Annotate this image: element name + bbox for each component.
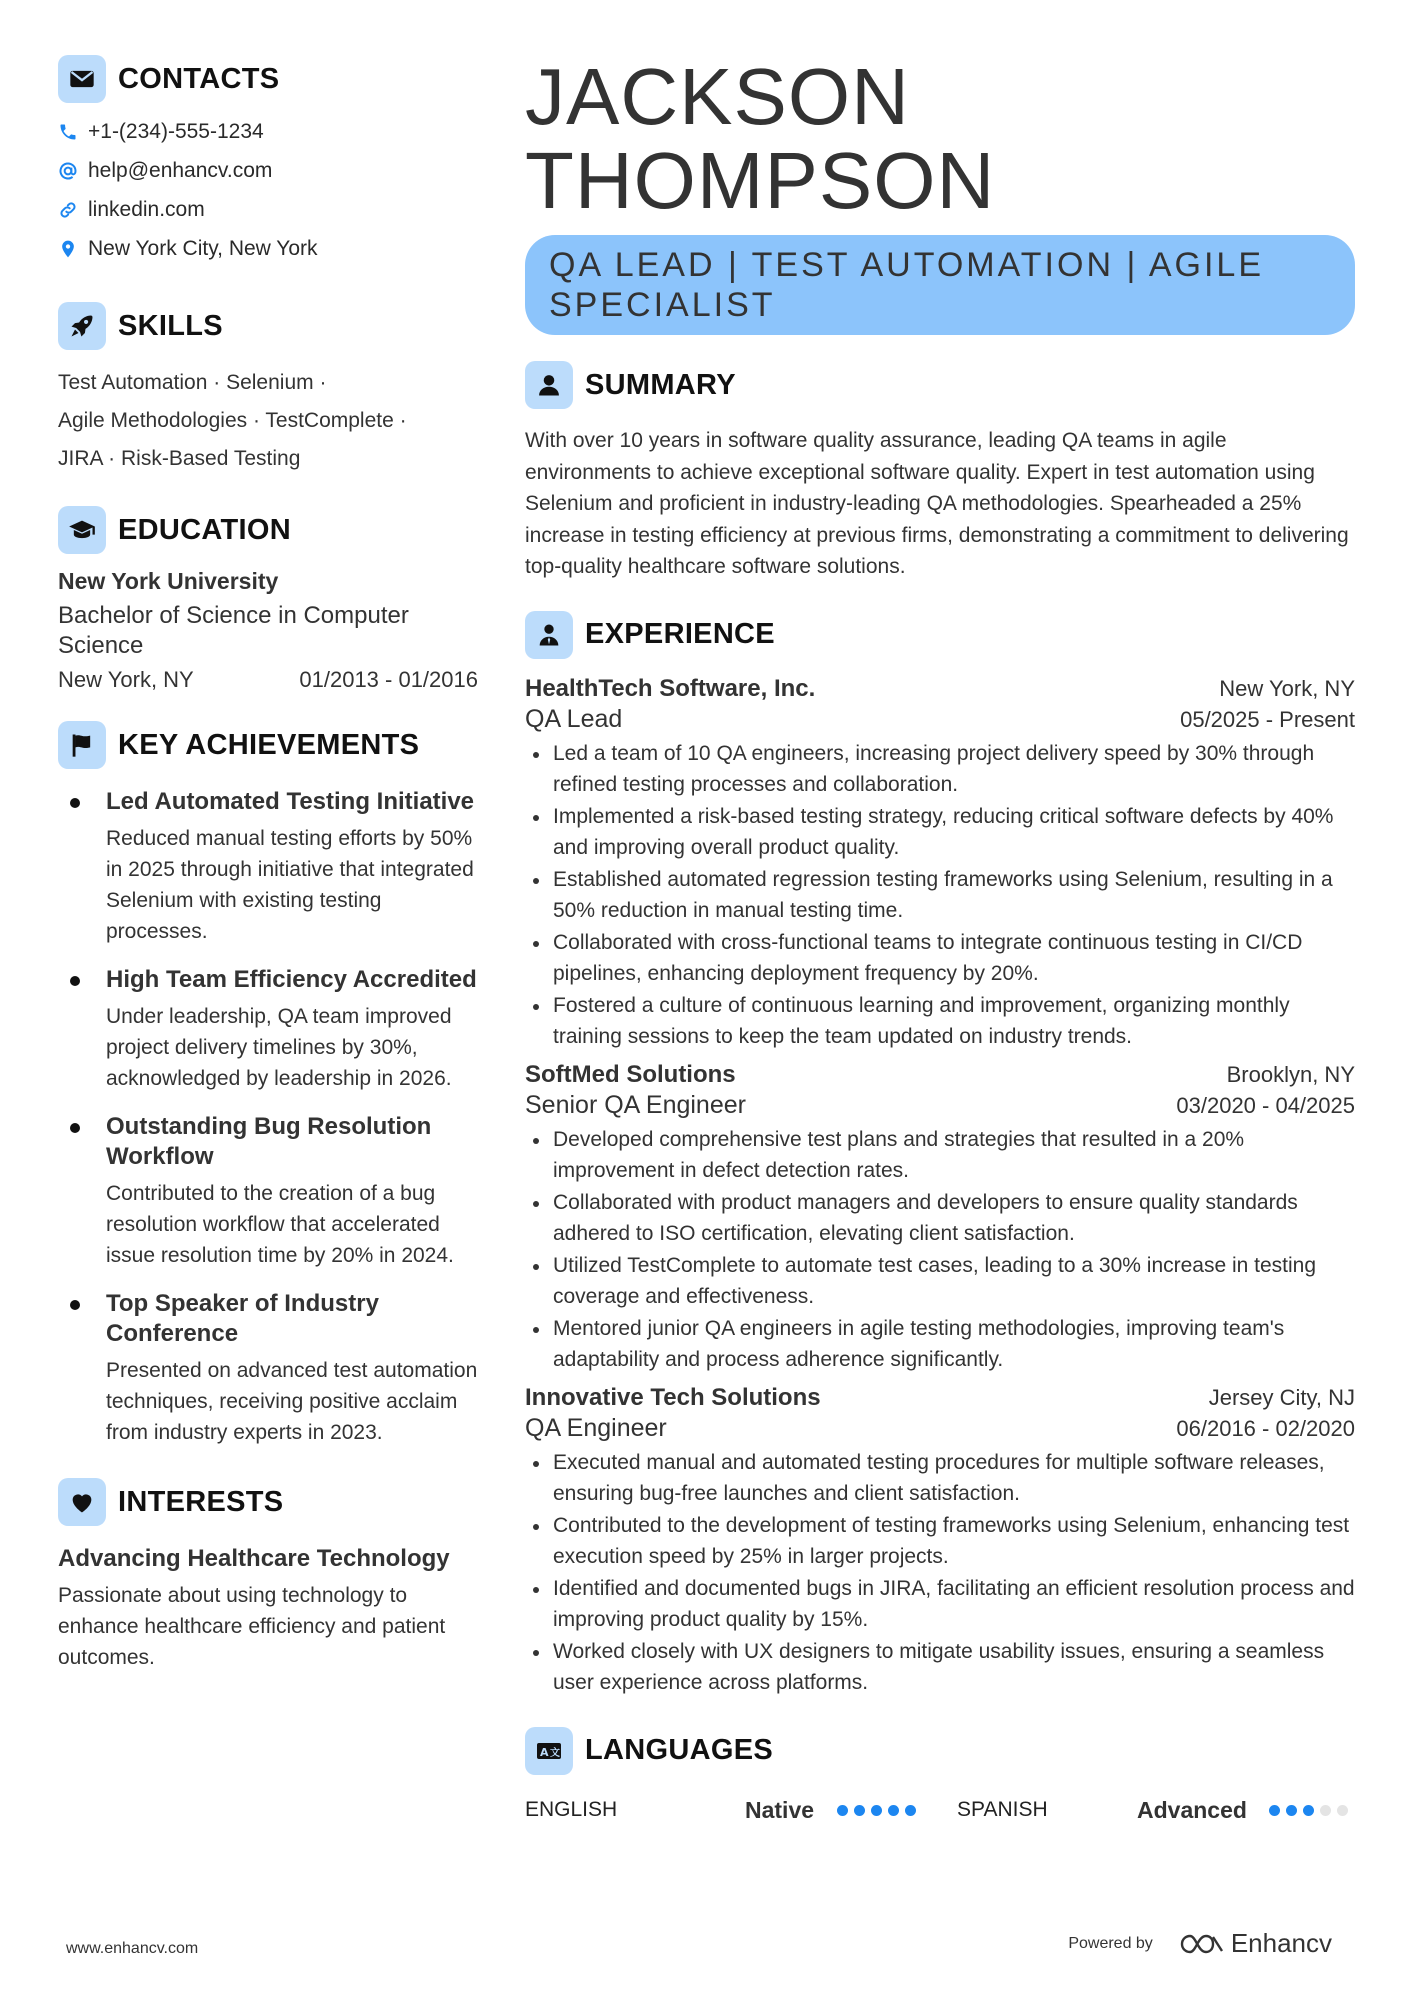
- skills-line: Test Automation · Selenium ·: [58, 371, 327, 394]
- translate-icon: [525, 1727, 573, 1775]
- footer-branding[interactable]: [1068, 1928, 1332, 1959]
- contact-linkedin-text: linkedin.com: [88, 198, 205, 221]
- bullet-dot: [70, 1123, 80, 1133]
- job-role: QA Lead: [525, 704, 623, 733]
- brand-logo: [1179, 1928, 1332, 1959]
- job-bullet: Identified and documented bugs in JIRA, facilitating an efficient resolution process and improving product quality by 15%.: [525, 1573, 1355, 1636]
- briefcase-user-icon: [525, 611, 573, 659]
- heart-icon: [58, 1478, 106, 1526]
- job-company: HealthTech Software, Inc.: [525, 674, 816, 702]
- education-degree: Bachelor of Science in Computer Science: [58, 602, 409, 659]
- language-level: Advanced: [1137, 1796, 1247, 1823]
- achievement-title: Outstanding Bug Resolution Workflow: [106, 1113, 432, 1170]
- skills-header: [58, 302, 478, 350]
- contacts-title: CONTACTS: [118, 62, 280, 95]
- achievements-list: [58, 787, 478, 1448]
- contact-phone[interactable]: [58, 117, 478, 147]
- job-bullet: Established automated regression testing frameworks using Selenium, resulting in a 50% reduction in manual testing time.: [525, 864, 1355, 927]
- location-pin-icon: [58, 239, 78, 259]
- education-location: New York, NY: [58, 667, 194, 692]
- contact-email-text: help@enhancv.com: [88, 159, 273, 182]
- interest-title: Advancing Healthcare Technology: [58, 1545, 450, 1572]
- rating-dot-filled: [1269, 1805, 1280, 1816]
- job-header-row: [525, 675, 1355, 703]
- languages-header: [525, 1727, 1355, 1775]
- skills-line: Agile Methodologies · TestComplete ·: [58, 409, 407, 432]
- graduation-cap-icon: [58, 506, 106, 554]
- job-bullet: Mentored junior QA engineers in agile testing methodologies, improving team's adaptability and process adherence significantly.: [525, 1313, 1355, 1376]
- enhancv-logo-icon: [1179, 1931, 1225, 1957]
- job-location: Jersey City, NJ: [1208, 1384, 1355, 1410]
- job-bullets: [525, 1124, 1355, 1376]
- job-bullet: Collaborated with product managers and developers to ensure quality standards adhered to ISO certification, elevating client satisfaction.: [525, 1187, 1355, 1250]
- rating-dot-filled: [871, 1805, 882, 1816]
- job-entry: [525, 1061, 1355, 1376]
- job-location: Brooklyn, NY: [1226, 1061, 1355, 1087]
- job-header-row: [525, 1384, 1355, 1412]
- contact-linkedin[interactable]: [58, 195, 478, 225]
- job-role: QA Engineer: [525, 1413, 667, 1442]
- education-header: [58, 506, 478, 554]
- skills-title: SKILLS: [118, 309, 223, 342]
- language-name: SPANISH: [957, 1798, 1048, 1821]
- summary-text: With over 10 years in software quality assurance, leading QA teams in agile environments to achieve exceptional software quality. Expert in test automation using Selenium and proficient in industry-leading QA methodologies. Spearheaded a 25% increase in testing efficiency at previous firms, demonstrating a commitment to delivering top-quality healthcare software solutions.: [525, 429, 1349, 578]
- language-rating-dots: [837, 1805, 957, 1816]
- rating-dot-filled: [1286, 1805, 1297, 1816]
- interest-desc: Passionate about using technology to enhance healthcare efficiency and patient outcomes.: [58, 1584, 446, 1669]
- achievement-title: Led Automated Testing Initiative: [106, 788, 475, 815]
- contact-location-text: New York City, New York: [88, 237, 318, 260]
- experience-title: EXPERIENCE: [585, 618, 775, 650]
- job-bullet: Worked closely with UX designers to mitigate usability issues, ensuring a seamless user experience across platforms.: [525, 1636, 1355, 1699]
- skills-line: JIRA · Risk-Based Testing: [58, 447, 301, 470]
- education-school: New York University: [58, 568, 279, 594]
- achievements-header: [58, 721, 478, 769]
- achievement-title: Top Speaker of Industry Conference: [106, 1290, 379, 1347]
- achievement-desc: Under leadership, QA team improved project delivery timelines by 30%, acknowledged by leadership in 2026.: [106, 1005, 452, 1090]
- job-bullet: Executed manual and automated testing procedures for multiple software releases, ensuring bug-free launches and client satisfaction.: [525, 1447, 1355, 1510]
- achievement-desc: Presented on advanced test automation techniques, receiving positive acclaim from industry experts in 2023.: [106, 1359, 478, 1444]
- skills-list: [58, 364, 478, 478]
- education-meta: [58, 667, 478, 693]
- full-name: [525, 52, 1355, 225]
- rating-dot-empty: [1337, 1805, 1348, 1816]
- rating-dot-filled: [854, 1805, 865, 1816]
- job-role-row: [525, 705, 1355, 734]
- link-icon: [58, 200, 78, 220]
- bullet-dot: [70, 976, 80, 986]
- contacts-header: [58, 55, 478, 103]
- headline-banner: QA LEAD | TEST AUTOMATION | AGILE SPECIALIST: [525, 235, 1355, 335]
- at-icon: [58, 161, 78, 181]
- rating-dot-filled: [905, 1805, 916, 1816]
- svg-text:文: 文: [550, 1747, 560, 1759]
- education-title: EDUCATION: [118, 513, 291, 546]
- footer-website[interactable]: www.enhancv.com: [66, 1940, 199, 1957]
- rating-dot-filled: [837, 1805, 848, 1816]
- flag-icon: [58, 721, 106, 769]
- powered-by-text: Powered by: [1068, 1934, 1153, 1952]
- achievement-item: [58, 1112, 478, 1271]
- language-level: Native: [745, 1796, 815, 1823]
- interests-title: INTERESTS: [118, 1485, 284, 1518]
- last-name: THOMPSON: [525, 136, 996, 225]
- job-entry: [525, 1384, 1355, 1699]
- contact-list: [58, 117, 478, 264]
- envelope-icon: [58, 55, 106, 103]
- rating-dot-empty: [1320, 1805, 1331, 1816]
- achievement-desc: Contributed to the creation of a bug resolution workflow that accelerated issue resolution time by 20% in 2024.: [106, 1182, 454, 1267]
- summary-title: SUMMARY: [585, 368, 736, 401]
- job-bullet: Fostered a culture of continuous learning and improvement, organizing monthly training sessions to keep the team updated on industry trends.: [525, 990, 1355, 1053]
- job-bullets: [525, 1447, 1355, 1699]
- job-header-row: [525, 1061, 1355, 1089]
- first-name: JACKSON: [525, 52, 910, 141]
- right-column: [525, 52, 1355, 1824]
- language-name: ENGLISH: [525, 1798, 618, 1821]
- contact-email[interactable]: [58, 156, 478, 186]
- left-column: [58, 55, 478, 1673]
- job-location: New York, NY: [1219, 675, 1355, 701]
- achievement-item: [58, 965, 478, 1094]
- user-icon: [525, 361, 573, 409]
- job-role-row: [525, 1091, 1355, 1120]
- brand-name: Enhancv: [1230, 1928, 1332, 1958]
- job-bullet: Implemented a risk-based testing strategy, reducing critical software defects by 40% and improving overall product quality.: [525, 801, 1355, 864]
- rating-dot-filled: [1303, 1805, 1314, 1816]
- summary-header: [525, 361, 1355, 409]
- rating-dot-filled: [888, 1805, 899, 1816]
- experience-header: [525, 611, 1355, 659]
- contact-phone-text: +1-(234)-555-1234: [88, 120, 264, 143]
- job-entry: [525, 675, 1355, 1053]
- bullet-dot: [70, 798, 80, 808]
- language-rating-dots: [1269, 1805, 1355, 1816]
- achievement-item: [58, 1289, 478, 1448]
- job-role-row: [525, 1414, 1355, 1443]
- languages-row: [525, 1797, 1355, 1824]
- job-bullet: Contributed to the development of testing frameworks using Selenium, enhancing test execution speed by 25% in larger projects.: [525, 1510, 1355, 1573]
- svg-text:A: A: [540, 1745, 549, 1759]
- achievements-title: KEY ACHIEVEMENTS: [118, 728, 420, 761]
- bullet-dot: [70, 1300, 80, 1310]
- job-bullet: Developed comprehensive test plans and strategies that resulted in a 20% improvement in defect detection rates.: [525, 1124, 1355, 1187]
- achievement-desc: Reduced manual testing efforts by 50% in 2025 through initiative that integrated Selenium with existing testing processes.: [106, 827, 474, 943]
- job-bullet: Collaborated with cross-functional teams to integrate continuous testing in CI/CD pipelines, enhancing deployment frequency by 20%.: [525, 927, 1355, 990]
- job-bullets: [525, 738, 1355, 1053]
- achievement-title: High Team Efficiency Accredited: [106, 966, 477, 993]
- contact-location: [58, 234, 478, 264]
- job-bullet: Utilized TestComplete to automate test cases, leading to a 30% increase in testing coverage and effectiveness.: [525, 1250, 1355, 1313]
- job-role: Senior QA Engineer: [525, 1090, 746, 1119]
- rocket-icon: [58, 302, 106, 350]
- job-company: SoftMed Solutions: [525, 1060, 736, 1088]
- job-dates: 03/2020 - 04/2025: [1176, 1092, 1355, 1118]
- education-dates: 01/2013 - 01/2016: [299, 667, 478, 692]
- languages-title: LANGUAGES: [585, 1734, 773, 1766]
- job-company: Innovative Tech Solutions: [525, 1383, 821, 1411]
- interests-header: [58, 1478, 478, 1526]
- phone-icon: [58, 122, 78, 142]
- job-bullet: Led a team of 10 QA engineers, increasing project delivery speed by 30% through refined testing processes and collaboration.: [525, 738, 1355, 801]
- job-dates: 06/2016 - 02/2020: [1176, 1415, 1355, 1441]
- achievement-item: [58, 787, 478, 947]
- job-dates: 05/2025 - Present: [1180, 706, 1355, 732]
